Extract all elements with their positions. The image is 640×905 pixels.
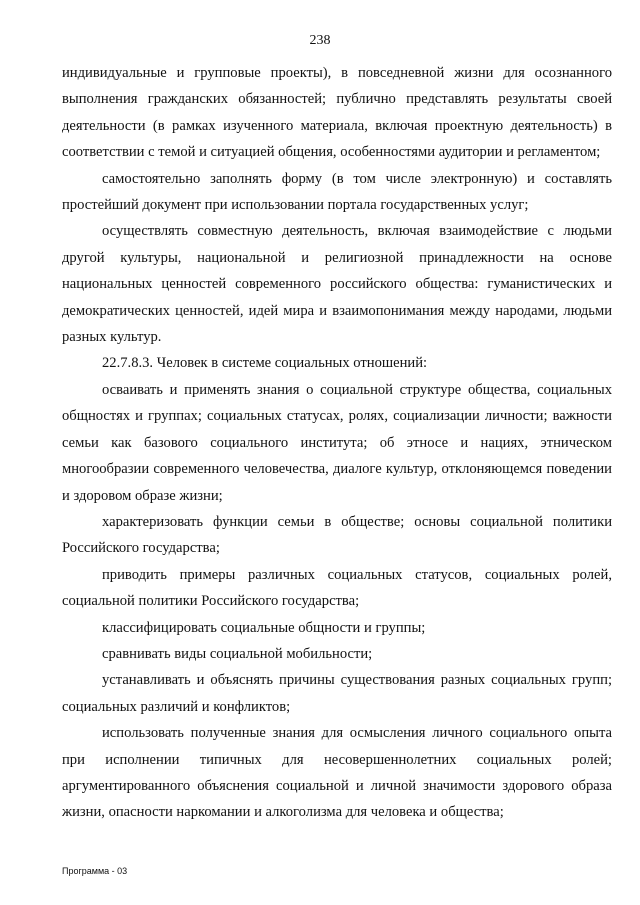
section-heading: 22.7.8.3. Человек в системе социальных отношений: — [102, 355, 428, 372]
paragraph: сравнивать виды социальной мобильности; — [102, 645, 373, 662]
paragraph: классифицировать социальные общности и группы; — [102, 619, 426, 636]
paragraph: осваивать и применять знания о социальной структуре общества, социальных общностях и группах; социальных статусах, ролях, социализации личности; важности семьи как базового социального института; об этносе и нациях, этническом многообразии современного человечества, диалоге культур, отклоняющемся поведении и здоровом образе жизни; — [62, 381, 612, 504]
footer-label: Программа - 03 — [62, 866, 128, 876]
paragraph: приводить примеры различных социальных статусов, социальных ролей, социальной политики Российского государства; — [62, 566, 612, 610]
paragraph: самостоятельно заполнять форму (в том числе электронную) и составлять простейший документ при использовании портала государственных услуг; — [62, 170, 612, 214]
page-number: 238 — [309, 33, 331, 48]
paragraph: устанавливать и объяснять причины существования разных социальных групп; социальных различий и конфликтов; — [62, 672, 612, 715]
paragraph: использовать полученные знания для осмысления личного социального опыта при исполнении типичных для несовершеннолетних социальных ролей; аргументированного объяснения социальной и личной значимости здорового образа жизни, опасности наркомании и алкоголизма для человека и общества; — [62, 725, 612, 821]
document-body — [62, 60, 612, 826]
paragraph-continuation: индивидуальные и групповые проекты), в повседневной жизни для осознанного выполнения гражданских обязанностей; публично представлять результаты своей деятельности (в рамках изученного материала, включая проектную деятельность) в соответствии с темой и ситуацией общения, особенностями аудитории и регламентом; — [62, 65, 612, 161]
paragraph: осуществлять совместную деятельность, включая взаимодействие с людьми другой культуры, национальной и религиозной принадлежности на основе национальных ценностей современного российского общества: гуманистических и демократических ценностей, идей мира и взаимопонимания между народами, людьми разных культур. — [62, 223, 612, 346]
paragraph: характеризовать функции семьи в обществе; основы социальной политики Российского государства; — [62, 513, 612, 557]
